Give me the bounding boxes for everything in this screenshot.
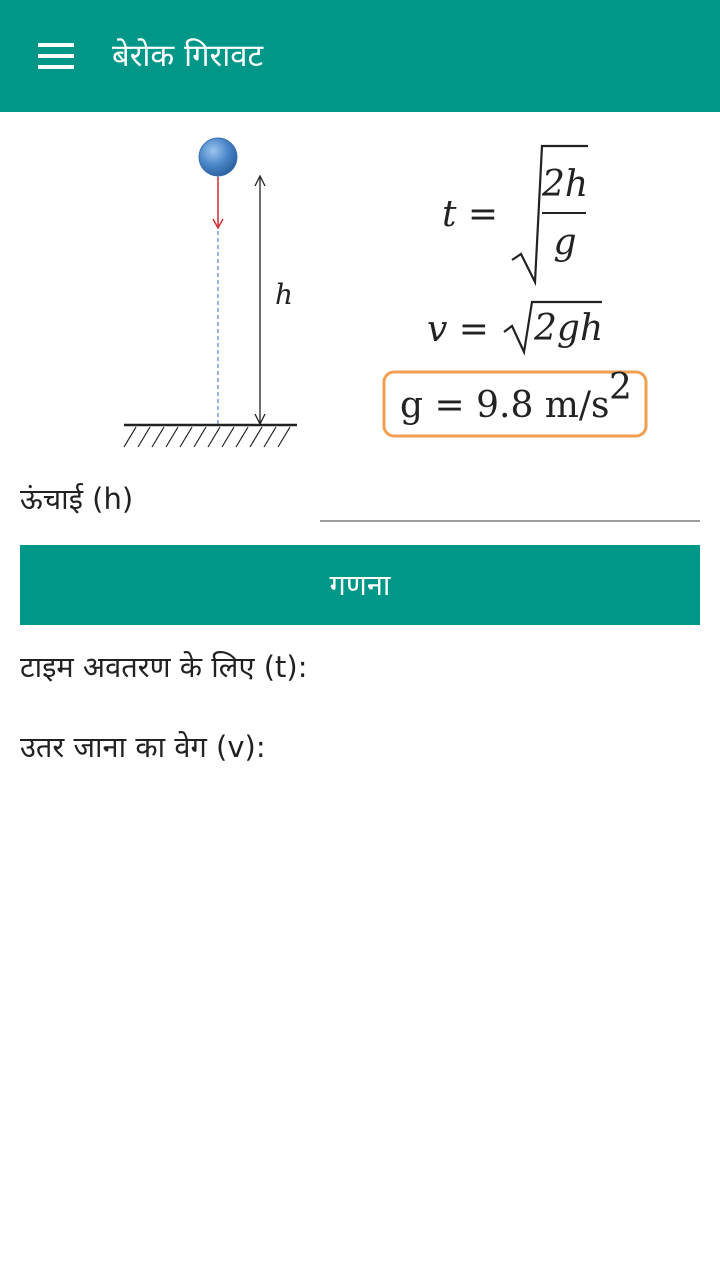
app-bar xyxy=(0,0,720,112)
height-label: ऊंचाई (h) xyxy=(20,482,134,516)
calculate-button[interactable]: गणना xyxy=(20,545,700,625)
free-fall-diagram xyxy=(110,130,310,460)
gravity-exponent: 2 xyxy=(609,367,632,408)
hamburger-menu-icon[interactable] xyxy=(22,34,90,78)
formula-panel xyxy=(380,136,660,446)
ball xyxy=(199,138,237,176)
velocity-formula-lhs: v = xyxy=(427,309,489,350)
velocity-result-label: उतर जाना का वेग (v): xyxy=(20,730,266,764)
time-formula-numerator: 2h xyxy=(541,164,589,205)
time-result-label: टाइम अवतरण के लिए (t): xyxy=(20,650,308,684)
ground-hatch xyxy=(124,427,290,447)
time-formula-lhs: t = xyxy=(442,194,499,235)
height-input[interactable] xyxy=(320,478,700,522)
velocity-formula-radicand: 2gh xyxy=(534,308,604,349)
app-title: बेरोक गिरावट xyxy=(112,38,264,74)
gravity-constant: g = 9.8 m/s xyxy=(400,385,610,426)
time-formula-denominator: g xyxy=(553,222,577,263)
height-symbol: h xyxy=(274,278,294,311)
